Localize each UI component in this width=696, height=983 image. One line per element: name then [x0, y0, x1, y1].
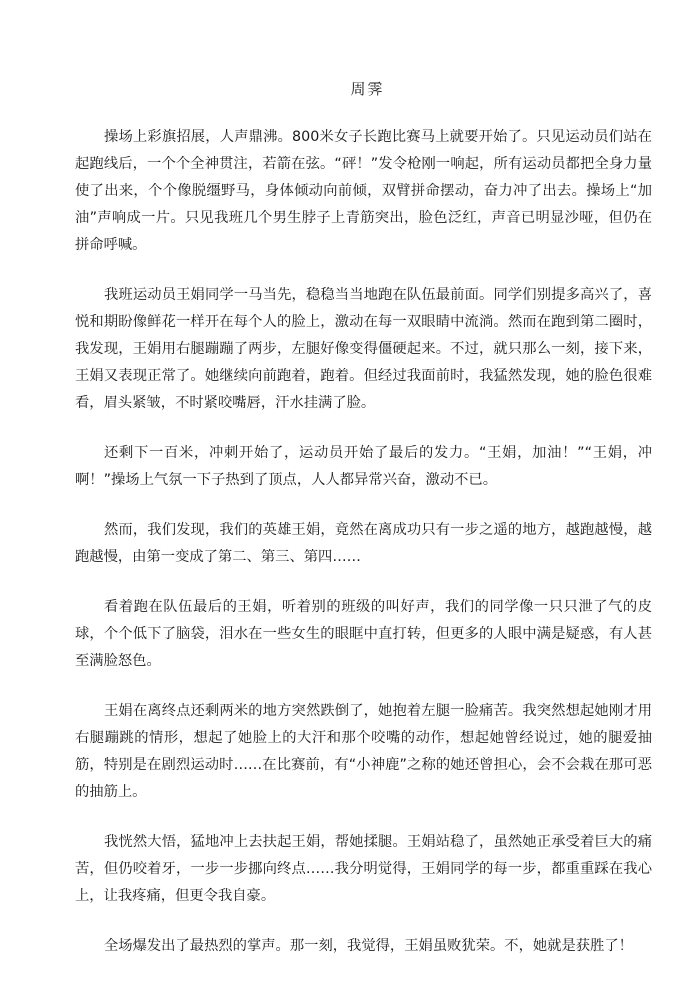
paragraph-1: 操场上彩旗招展，人声鼎沸。800米女子长跑比赛马上就要开始了。只见运动员们站在起跑线后，一个个全神贯注，若箭在弦。“砰！”发令枪刚一响起，所有运动员都把全身力量使了出来，个个像脱缰野马，身体倾动向前倾，双臂拼命摆动，奋力冲了出去。操场上“加油”声响成一片。只见我班几个男生脖子上青筋突出，脸色泛红，声音已明显沙哑，但仍在拼命呼喊。: [75, 129, 652, 253]
paragraph-8: 全场爆发出了最热烈的掌声。那一刻，我觉得，王娟虽败犹荣。不，她就是获胜了！: [104, 938, 633, 954]
essay-title: 周霁: [350, 80, 385, 98]
paragraph-3: 还剩下一百米，冲刺开始了，运动员开始了最后的发力。“王娟，加油！”“王娟，冲啊！”操场上气氛一下子热到了顶点，人人都异常兴奋，激动不已。: [75, 445, 652, 488]
paragraph-5: 看着跑在队伍最后的王娟，听着别的班级的叫好声，我们的同学像一只只泄了气的皮球，个个低下了脑袋，泪水在一些女生的眼眶中直打转，但更多的人眼中满是疑惑，有人甚至满脸怒色。: [75, 599, 652, 669]
paragraph-2: 我班运动员王娟同学一马当先，稳稳当当地跑在队伍最前面。同学们别提多高兴了，喜悦和期盼像鲜花一样开在每个人的脸上，激动在每一双眼睛中流淌。然而在跑到第二圈时，我发现，王娟用右腿蹦蹦了两步，左腿好像变得僵硬起来。不过，就只那么一刻，接下来，王娟又表现正常了。她继续向前跑着，跑着。但经过我面前时，我猛然发现，她的脸色很难看，眉头紧皱，不时紧咬嘴唇，汗水挂满了脸。: [75, 287, 652, 411]
paragraph-4: 然而，我们发现，我们的英雄王娟，竟然在离成功只有一步之遥的地方，越跑越慢，越跑越慢，由第一变成了第二、第三、第四……: [75, 522, 652, 565]
paragraph-6: 王娟在离终点还剩两米的地方突然跌倒了，她抱着左腿一脸痛苦。我突然想起她刚才用右腿蹦跳的情形，想起了她脸上的大汗和那个咬嘴的动作，想起她曾经说过，她的腿爱抽筋，特别是在剧烈运动时……在比赛前，有“小神鹿”之称的她还曾担心，会不会栽在那可恶的抽筋上。: [75, 703, 652, 800]
paragraph-7: 我恍然大悟，猛地冲上去扶起王娟，帮她揉腿。王娟站稳了，虽然她正承受着巨大的痛苦，但仍咬着牙，一步一步挪向终点……我分明觉得，王娟同学的每一步，都重重踩在我心上，让我疼痛，但更令我自豪。: [75, 834, 652, 904]
